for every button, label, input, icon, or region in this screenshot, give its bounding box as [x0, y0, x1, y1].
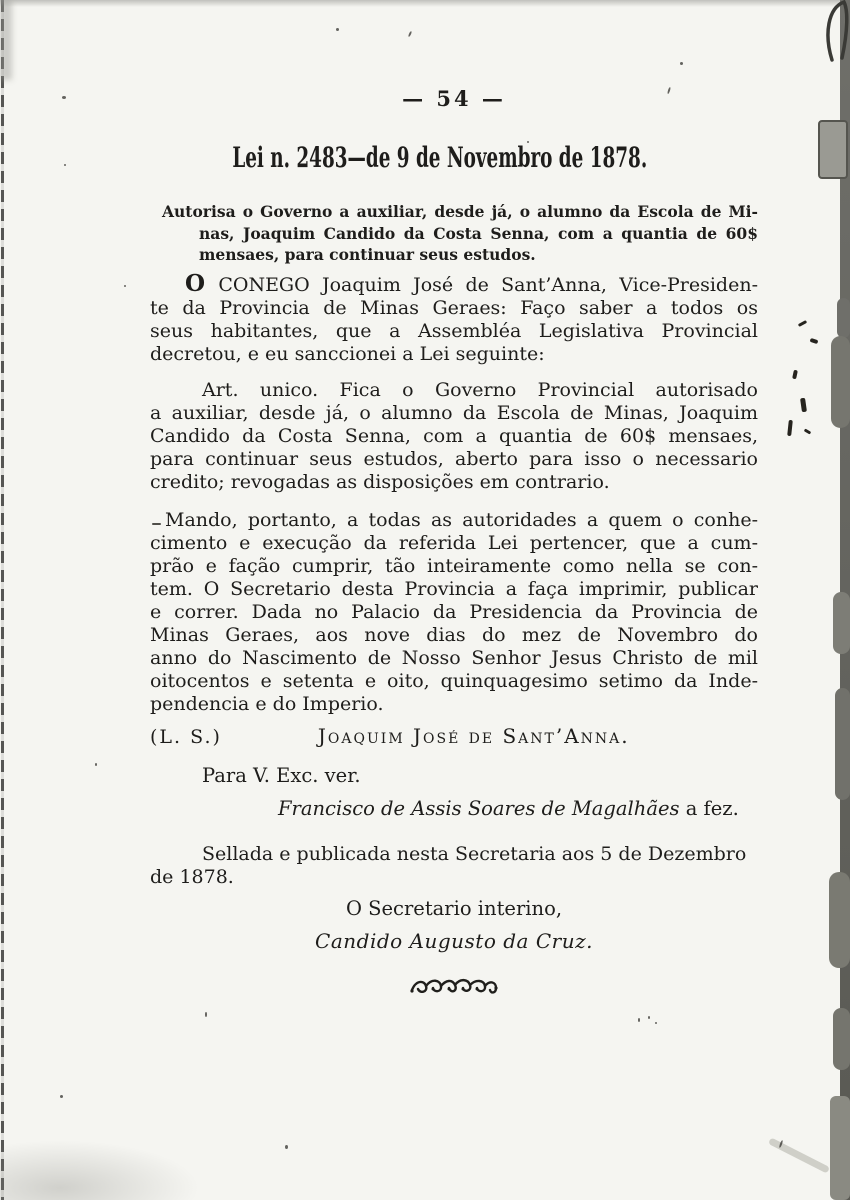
right-edge-blob — [837, 298, 850, 338]
paragraph-line: e correr. Dada no Palacio da Presidencia da Provincia de — [150, 601, 758, 623]
right-edge-blob — [831, 336, 850, 428]
paragraph-line: decretou, e eu sanccionei a Lei seguinte: — [150, 343, 545, 365]
vine-flourish-ornament — [408, 976, 500, 998]
right-edge-blob — [829, 872, 850, 968]
ornament-container — [150, 976, 758, 1002]
mando-paragraph — [150, 509, 758, 716]
right-edge-blob — [835, 688, 850, 800]
article-paragraph — [150, 379, 758, 494]
speck — [336, 28, 339, 31]
paragraph-line-text: CONEGO Joaquim José de Sant’Anna, Vice-Presiden- — [218, 274, 758, 296]
secretary-title-line: O Secretario interino, — [345, 897, 563, 920]
president-signature: Joaquim José de Sant’Anna. — [317, 724, 630, 748]
paragraph-line: cimento e execução da referida Lei pertencer, que a cum- — [150, 532, 758, 554]
right-edge-blob — [818, 120, 848, 179]
law-title: Lei n. 2483—de 9 de Novembro de 1878. — [232, 142, 648, 175]
paragraph-line: prão e fação cumprir, tão inteiramente como nella se con- — [150, 555, 758, 577]
right-edge-blob — [830, 1096, 850, 1200]
fez-suffix: a fez. — [679, 797, 739, 820]
speck — [680, 62, 683, 65]
left-binding-edge — [1, 0, 4, 1200]
top-right-corner-curl-mark — [804, 0, 850, 64]
paragraph-line: Minas Geraes, aos nove dias do mez de Novembro do — [150, 624, 758, 646]
right-edge-blob — [833, 1008, 850, 1070]
ink-mark — [792, 370, 798, 380]
paragraph-line: anno do Nascimento de Nosso Senhor Jesus Christo de mil — [150, 647, 758, 669]
ink-mark — [800, 398, 807, 413]
ornate-initial: O — [185, 270, 207, 297]
page-number: — 54 — — [402, 86, 506, 111]
speck — [124, 285, 126, 287]
publication-note — [150, 843, 758, 889]
ink-mark — [804, 428, 812, 434]
publication-line: de 1878. — [150, 866, 234, 888]
ver-line: Para V. Exc. ver. — [202, 764, 361, 787]
speck — [638, 1018, 640, 1022]
paragraph-line: seus habitantes, que a Assembléa Legislativa Provincial — [150, 320, 758, 342]
speck — [205, 1012, 207, 1017]
bottom-left-smudge — [0, 1140, 200, 1200]
clerk-name: Francisco de Assis Soares de Magalhães — [278, 797, 680, 820]
seal-abbreviation: (L. S.) — [150, 726, 222, 748]
ink-mark — [798, 320, 807, 327]
summary-line: mensaes, para continuar seus estudos. — [199, 245, 536, 264]
fez-line — [150, 797, 850, 820]
speck — [655, 1022, 657, 1024]
speck — [285, 1145, 288, 1149]
summary-line: Autorisa o Governo a auxiliar, desde já, o alumno da Escola de Mi- — [162, 202, 758, 221]
paragraph-line: a auxiliar, desde já, o alumno da Escola de Minas, Joaquim — [150, 402, 758, 424]
summary-line: nas, Joaquim Candido da Costa Senna, com a quantia de 60$ — [199, 223, 758, 243]
publication-line: Sellada e publicada nesta Secretaria aos 5 de Dezembro — [202, 843, 747, 865]
speck — [408, 31, 412, 37]
paragraph-line: para continuar seus estudos, aberto para isso o necessario — [150, 448, 758, 470]
paragraph-line: Candido da Costa Senna, com a quantia de 60$ mensaes, — [150, 425, 758, 447]
bottom-right-streak — [768, 1137, 830, 1173]
secretary-signature: Candido Augusto da Cruz. — [315, 929, 593, 953]
paragraph-line — [150, 272, 758, 297]
ink-mark — [810, 338, 819, 344]
top-left-smudge — [0, 0, 12, 80]
top-scan-shadow — [0, 0, 850, 7]
ink-mark — [787, 420, 793, 436]
right-edge-blob — [833, 592, 850, 654]
law-summary — [150, 201, 758, 266]
paragraph-line: Mando, portanto, a todas as autoridades a quem o conhe- — [165, 509, 758, 531]
signature-row — [150, 724, 758, 748]
paragraph-line: Art. unico. Fica o Governo Provincial autorisado — [202, 379, 758, 401]
paragraph-line: pendencia e do Imperio. — [150, 693, 384, 715]
speck — [60, 1095, 63, 1098]
paragraph-line: tem. O Secretario desta Provincia a faça imprimir, publicar — [150, 578, 758, 600]
speck — [648, 1016, 650, 1019]
speck — [64, 164, 66, 166]
paragraph-line: credito; revogadas as disposições em contrario. — [150, 471, 610, 493]
speck — [95, 763, 97, 766]
paragraph-line: oitocentos e setenta e oito, quinquagesimo setimo da Inde- — [150, 670, 758, 692]
preamble-paragraph — [150, 272, 758, 366]
speck — [62, 96, 66, 99]
paragraph-line: te da Provincia de Minas Geraes: Faço saber a todos os — [150, 297, 758, 319]
